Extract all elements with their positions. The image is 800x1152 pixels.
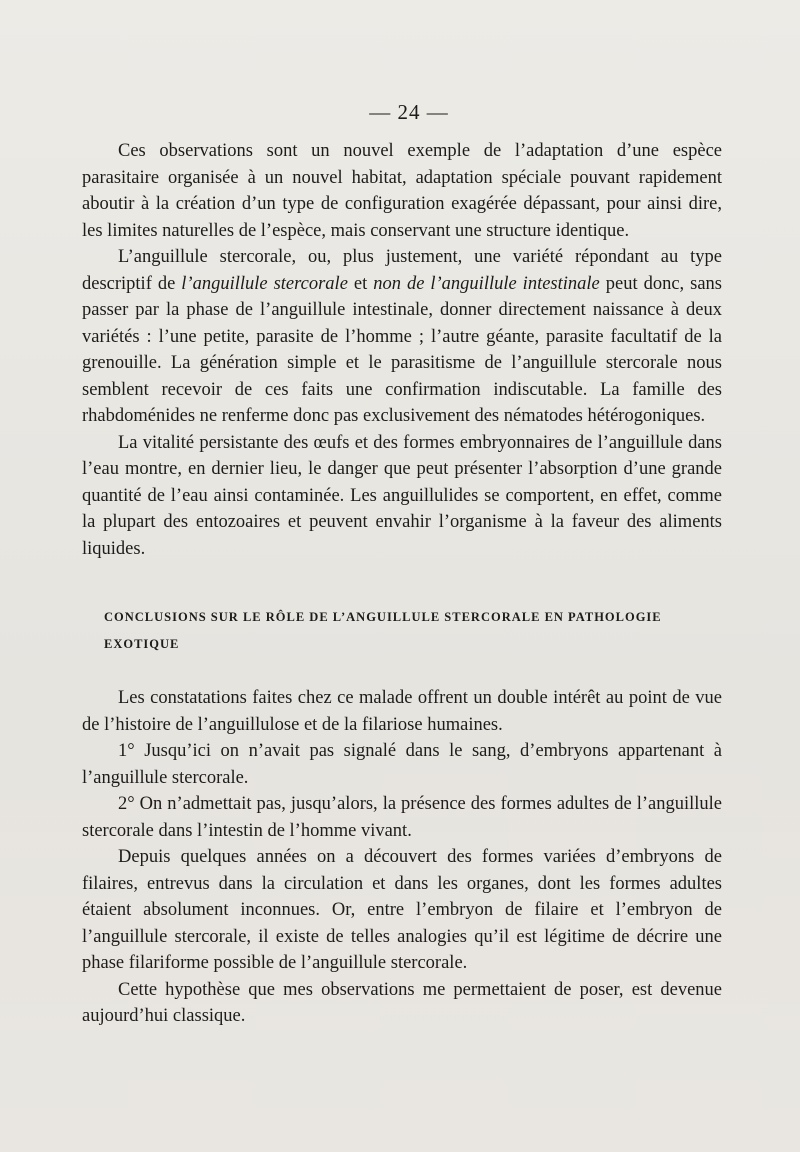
paragraph-anguillule-stercorale — [82, 244, 722, 430]
page-number: — 24 — — [369, 100, 449, 124]
paragraph-hypothese: Cette hypothèse que mes observations me permettaient de poser, est devenue aujourd’hui classique. — [82, 979, 722, 1026]
paragraph-text: et — [347, 273, 374, 294]
paragraph-vitalite: La vitalité persistante des œufs et des formes embryonnaires de l’anguillule dans l’eau montre, en dernier lieu, le danger que peut présenter l’absorption d’une grande quantité de l’eau ainsi contaminée. Les anguillulides se comportent, en effet, comme la plupart des entozoaires et peuvent envahir l’organisme à la faveur des aliments liquides. — [82, 432, 722, 559]
conclusions-section — [82, 685, 722, 1030]
paragraph-text: peut donc, sans passer par la phase de l’anguillule intestinale, donner directement naissance à deux variétés : l’une petite, parasite de l’homme ; l’autre géante, parasite facultatif de la grenouille. La génération simple et le parasitisme de l’anguillule stercorale nous semblent recevoir de ces faits une confirmation indiscutable. La famille des rhabdoménides ne renferme donc pas exclusivement des nématodes hétérogoniques. — [82, 273, 722, 426]
section-heading: CONCLUSIONS SUR LE RÔLE DE L’ANGUILLULE STERCORALE EN PATHOLOGIE EXOTIQUE — [104, 610, 662, 651]
paragraph-point-2: 2° On n’admettait pas, jusqu’alors, la présence des formes adultes de l’anguillule stercorale dans l’intestin de l’homme vivant. — [82, 794, 722, 841]
paragraph-point-1: 1° Jusqu’ici on n’avait pas signalé dans le sang, d’embryons appartenant à l’anguillule stercorale. — [82, 741, 722, 788]
italic-term: non de l’anguillule intestinale — [373, 273, 600, 294]
italic-term: l’anguillule stercorale — [181, 273, 348, 294]
page-body — [82, 138, 722, 1030]
paragraph-constatations: Les constatations faites chez ce malade offrent un double intérêt au point de vue de l’histoire de l’anguillulose et de la filariose humaines. — [82, 688, 722, 735]
paragraph-adaptation: Ces observations sont un nouvel exemple de l’adaptation d’une espèce parasitaire organisée à un nouvel habitat, adaptation spéciale pouvant rapidement aboutir à la création d’un type de configuration exagérée dépassant, pour ainsi dire, les limites naturelles de l’espèce, mais conservant une structure identique. — [82, 141, 722, 241]
paragraph-text: L’anguillule stercorale, ou, plus justement, une variété répondant au type descriptif de — [82, 247, 722, 294]
paragraph-filaires: Depuis quelques années on a découvert des formes variées d’embryons de filaires, entrevus dans la circulation et dans les organes, dont les formes adultes étaient absolument inconnues. Or, entre l’embryon de filaire et l’embryon de l’anguillule stercorale, il existe de telles analogies qu’il est légitime de décrire une phase filariforme possible de l’anguillule stercorale. — [82, 847, 722, 973]
